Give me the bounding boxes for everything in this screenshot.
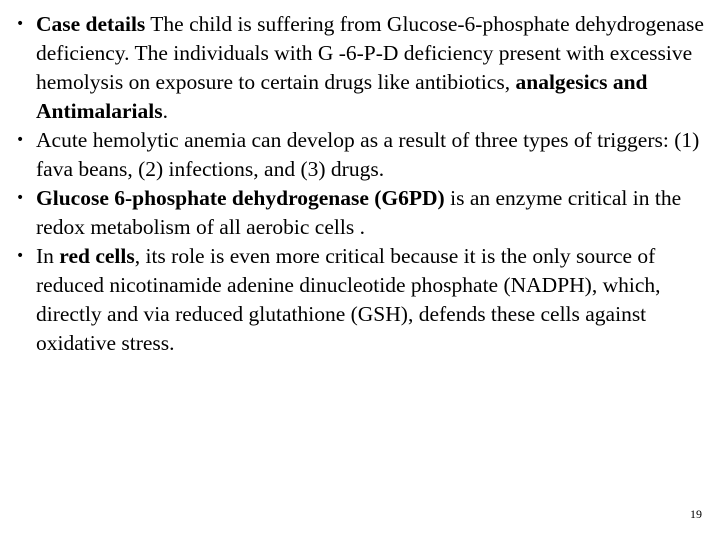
bullet-case-details bbox=[16, 10, 706, 126]
bullet-icon: • bbox=[16, 248, 25, 264]
bullet-1-bold-heading: Case details bbox=[36, 12, 146, 36]
bullet-4-text-start: In bbox=[36, 244, 60, 268]
bullet-4-text: , its role is even more critical because it is the only source of reduced nicotinamide adenine dinucleotide phosphate (NADPH), which, directly and via reduced glutathione (GSH), defends these cells against oxidative stress. bbox=[36, 244, 661, 355]
bullet-triggers bbox=[16, 126, 706, 184]
bullet-icon: • bbox=[16, 132, 25, 148]
bullet-3-bold-enzyme: Glucose 6-phosphate dehydrogenase (G6PD) bbox=[36, 186, 445, 210]
bullet-1-bold-drugs: analgesics and Antimalarials bbox=[36, 70, 648, 123]
bullet-g6pd bbox=[16, 184, 706, 242]
page-number: 19 bbox=[690, 507, 702, 521]
bullet-icon: • bbox=[16, 190, 25, 206]
bullet-1-text: The child is suffering from Glucose-6-phosphate dehydrogenase deficiency. The individuals with G -6-P-D deficiency present with excessive hemolysis on exposure to certain drugs like antibiotics, bbox=[36, 12, 704, 94]
bullet-icon: • bbox=[16, 16, 25, 32]
bullet-4-bold-red-cells: red cells bbox=[59, 244, 135, 268]
bullet-3-text: is an enzyme critical in the redox metabolism of all aerobic cells . bbox=[36, 186, 682, 239]
bullet-1-period: . bbox=[162, 99, 168, 123]
bullet-red-cells bbox=[16, 242, 706, 358]
bullet-list bbox=[16, 10, 706, 358]
bullet-2-text: Acute hemolytic anemia can develop as a result of three types of triggers: (1) fava beans, (2) infections, and (3) drugs. bbox=[36, 128, 700, 181]
